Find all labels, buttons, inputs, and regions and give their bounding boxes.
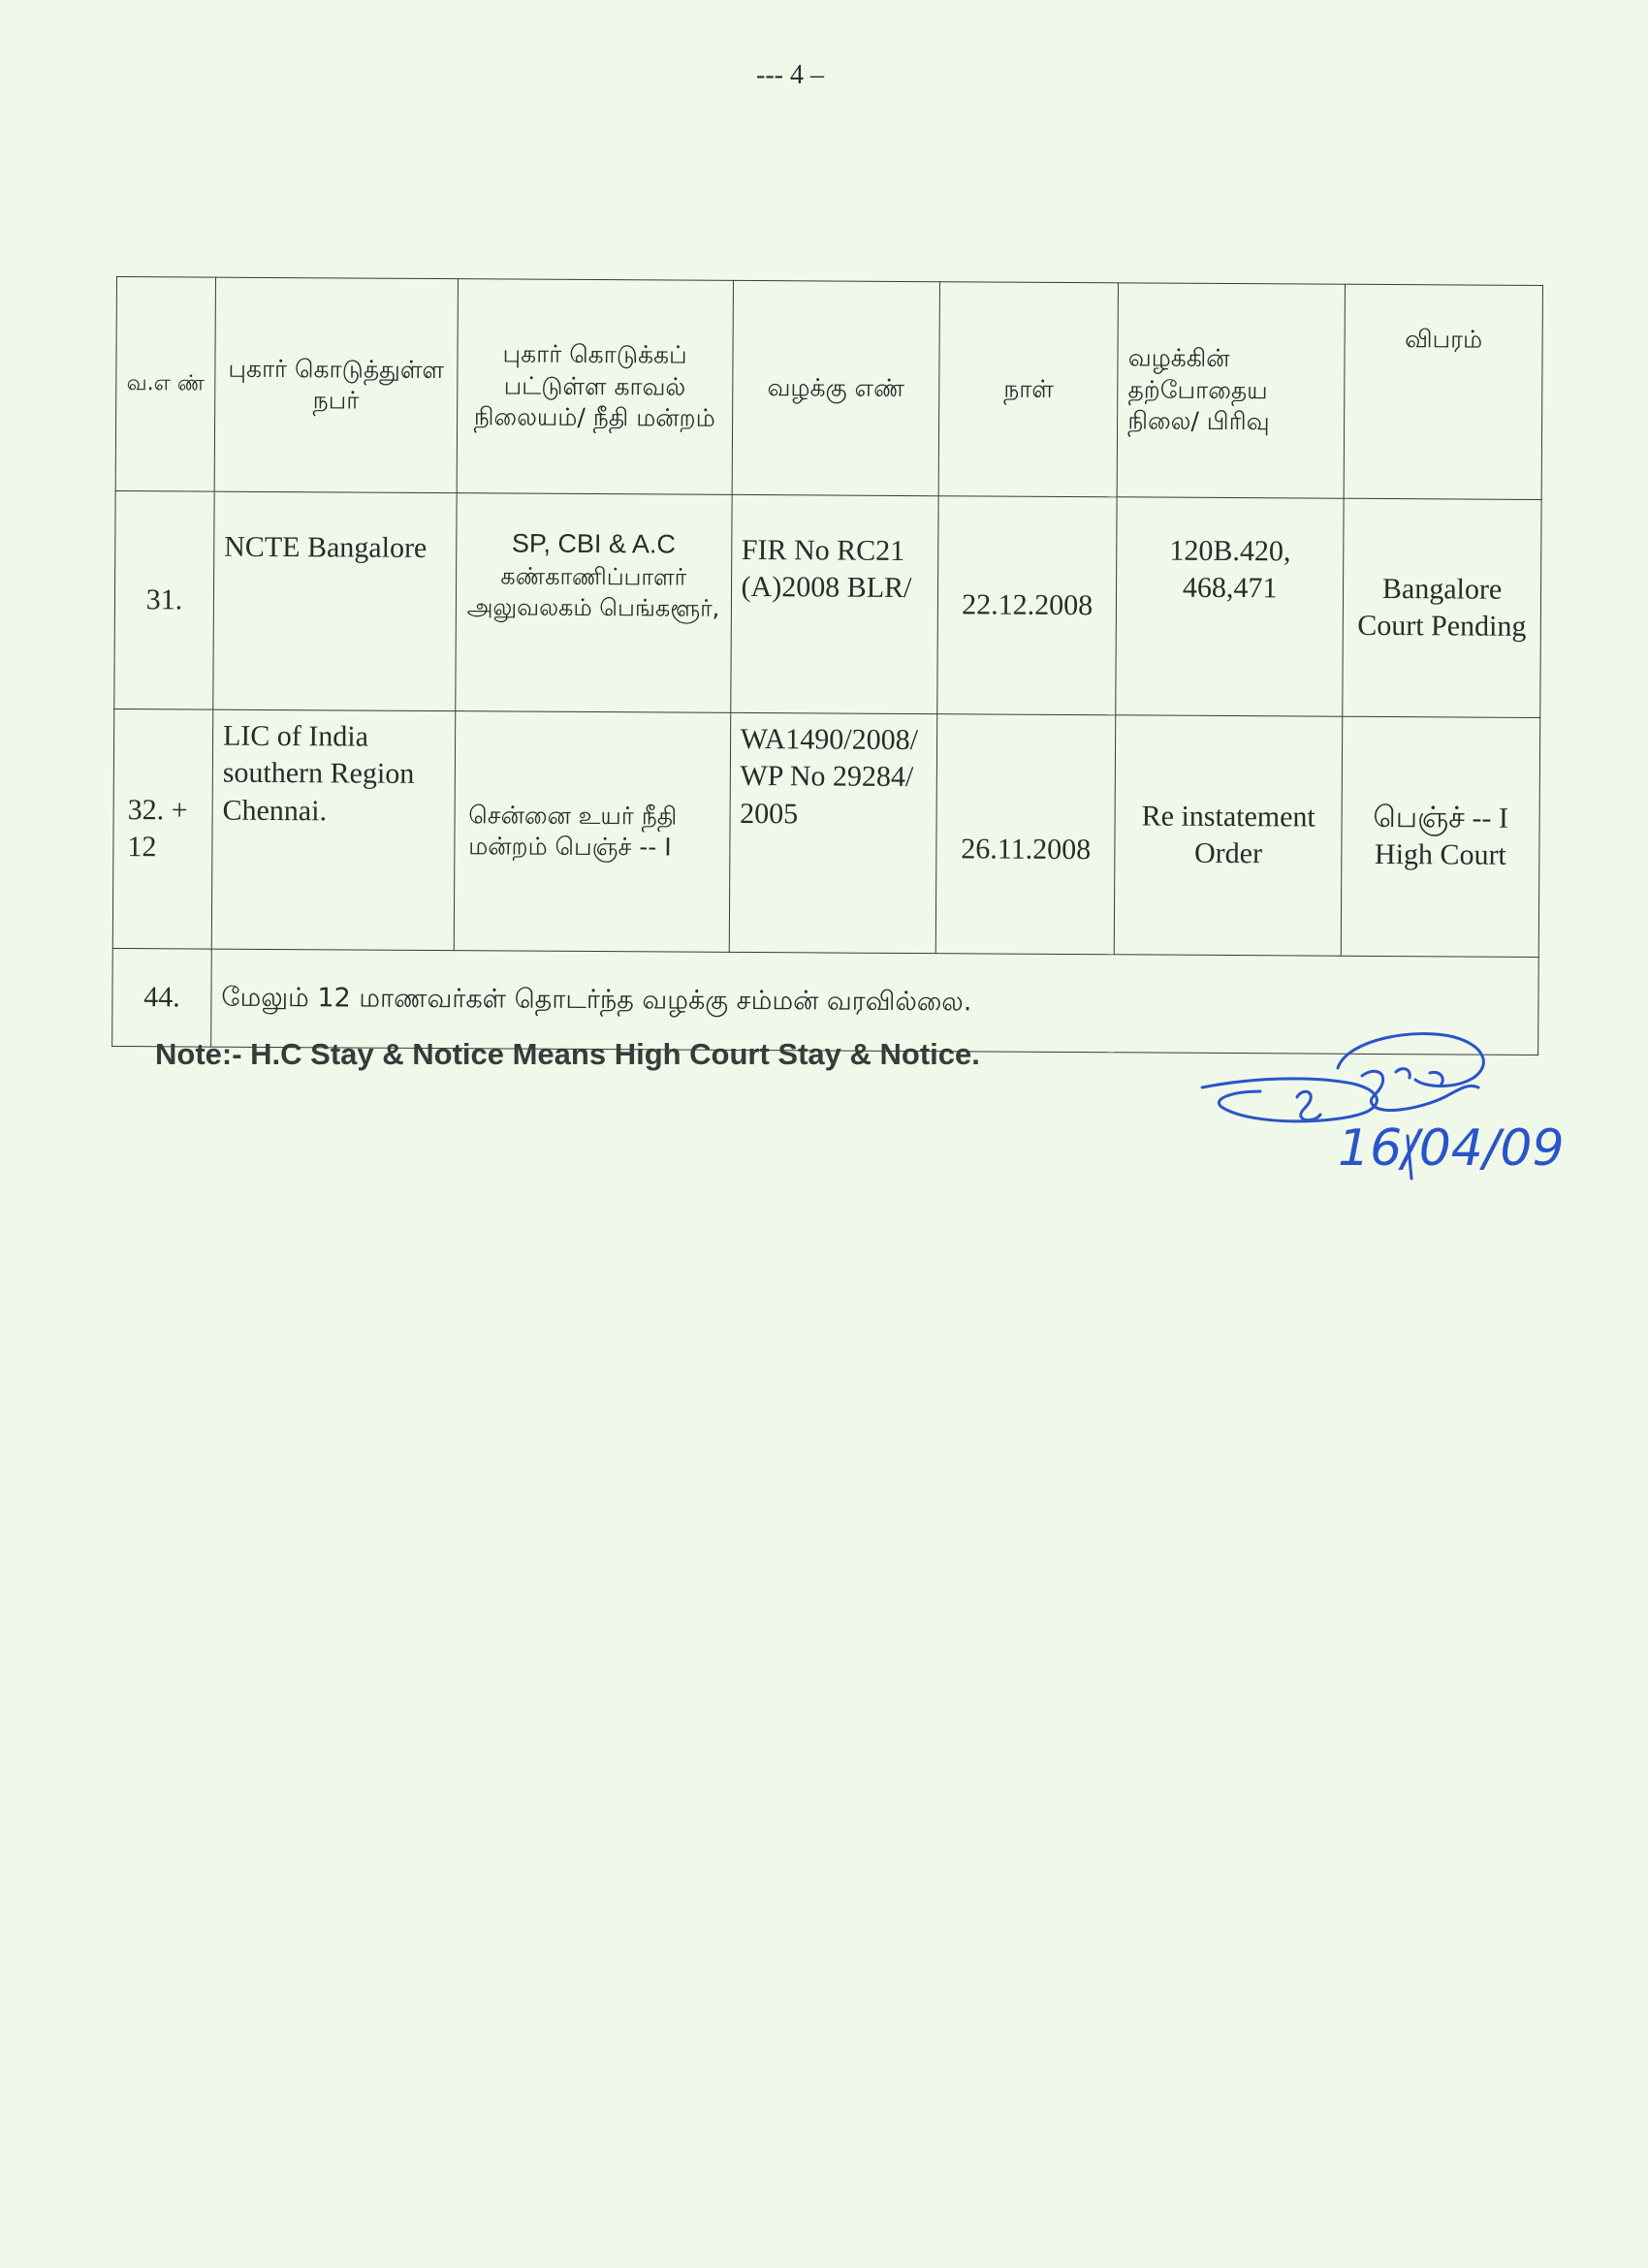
table-header-row [115, 277, 1542, 500]
row-date: 22.12.2008 [937, 496, 1117, 715]
header-station-court: புகார் கொடுக்கப் பட்டுள்ள காவல் நிலையம்/ நீதி மன்றம் [457, 279, 733, 495]
row-case-no: FIR No RC21 (A)2008 BLR/ [730, 494, 938, 713]
row-complainant: LIC of India southern Region Chennai. [211, 709, 455, 951]
row-station-court: சென்னை உயர் நீதி மன்றம் பெஞ்ச் -- I [454, 711, 730, 953]
row-complainant: NCTE Bangalore [213, 491, 457, 711]
row-serial: 31. [114, 490, 214, 709]
row-serial: 44. [112, 948, 212, 1047]
table-row [114, 490, 1541, 717]
row-case-no: WA1490/2008/ WP No 29284/2005 [729, 712, 937, 953]
page-number: --- 4 – [756, 60, 824, 90]
row-station-court [455, 493, 731, 713]
header-complainant: புகார் கொடுத்துள்ள நபர் [214, 277, 458, 493]
header-status: வழக்கின் தற்போதைய நிலை/ பிரிவு [1117, 283, 1345, 498]
row-serial: 32. + 12 [112, 709, 212, 949]
note: Note:- H.C Stay & Notice Means High Court Stay & Notice. [155, 1037, 980, 1071]
table-row [112, 709, 1539, 957]
signature [1192, 1029, 1565, 1204]
row-status: Re instatement Order [1114, 715, 1342, 956]
row-remark: மேலும் 12 மாணவர்கள் தொடர்ந்த வழக்கு சம்மன் வரவில்லை. [211, 949, 1539, 1055]
signature-date: 16/04/09 [1338, 1119, 1565, 1178]
header-serial: வ.எ ண் [115, 277, 215, 492]
row-status: 120B.420, 468,471 [1116, 497, 1344, 716]
row-date: 26.11.2008 [936, 714, 1116, 955]
row-details: பெஞ்ச் -- I High Court [1341, 716, 1539, 957]
station-line-2: கண்காணிப்பாளர் அலுவலகம் பெங்களூர், [466, 561, 720, 622]
header-date: நாள் [938, 282, 1118, 497]
case-table [111, 276, 1543, 1055]
station-line-1: SP, CBI & A.C [511, 528, 677, 559]
header-case-no: வழக்கு எண் [732, 280, 940, 495]
header-details: விபரம் [1344, 284, 1542, 499]
row-details: Bangalore Court Pending [1343, 498, 1541, 717]
